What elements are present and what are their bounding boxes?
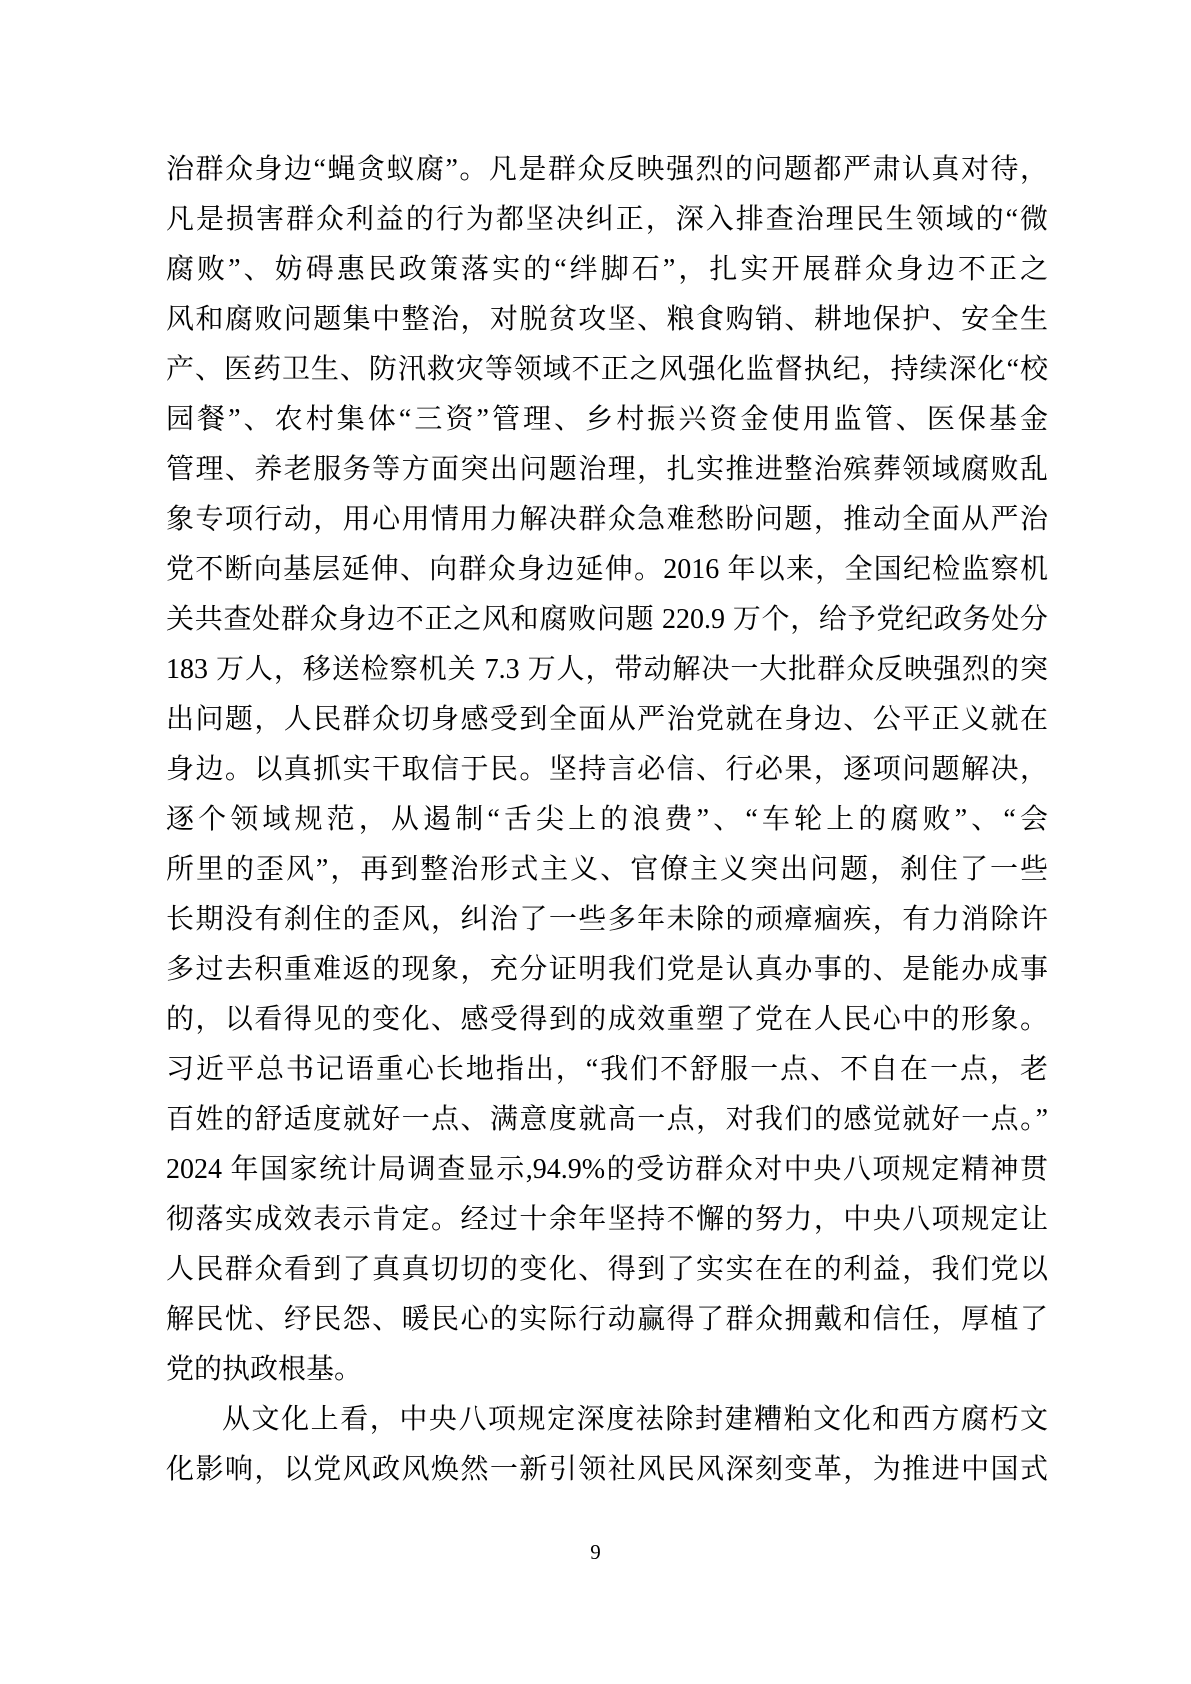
text-line: 百姓的舒适度就好一点、满意度就高一点，对我们的感觉就好一点。” [166, 1104, 1048, 1135]
text-line: 产、医药卫生、防汛救灾等领域不正之风强化监督执纪，持续深化“校 [166, 354, 1048, 385]
text-line-paragraph-start: 从文化上看，中央八项规定深度祛除封建糟粕文化和西方腐朽文 [222, 1404, 1048, 1435]
text-line: 园餐”、农村集体“三资”管理、乡村振兴资金使用监管、医保基金 [166, 404, 1048, 435]
text-line: 出问题，人民群众切身感受到全面从严治党就在身边、公平正义就在 [166, 704, 1048, 735]
text-line-paragraph-end: 党的执政根基。 [166, 1354, 363, 1385]
text-line: 的，以看得见的变化、感受得到的成效重塑了党在人民心中的形象。 [166, 1004, 1048, 1035]
page-number: 9 [590, 1540, 601, 1564]
text-line: 管理、养老服务等方面突出问题治理，扎实推进整治殡葬领域腐败乱 [166, 454, 1048, 485]
text-line: 风和腐败问题集中整治，对脱贫攻坚、粮食购销、耕地保护、安全生 [166, 304, 1048, 335]
text-line: 身边。以真抓实干取信于民。坚持言必信、行必果，逐项问题解决， [166, 754, 1048, 785]
text-line: 多过去积重难返的现象，充分证明我们党是认真办事的、是能办成事 [166, 954, 1048, 985]
text-block [166, 145, 1048, 1495]
text-line: 治群众身边“蝇贪蚁腐”。凡是群众反映强烈的问题都严肃认真对待， [166, 154, 1048, 185]
text-line: 解民忧、纾民怨、暖民心的实际行动赢得了群众拥戴和信任，厚植了 [166, 1304, 1048, 1335]
text-line: 彻落实成效表示肯定。经过十余年坚持不懈的努力，中央八项规定让 [166, 1204, 1048, 1235]
text-line: 关共查处群众身边不正之风和腐败问题 220.9 万个，给予党纪政务处分 [166, 604, 1048, 635]
text-line: 人民群众看到了真真切切的变化、得到了实实在在的利益，我们党以 [166, 1254, 1048, 1285]
text-line: 所里的歪风”，再到整治形式主义、官僚主义突出问题，刹住了一些 [166, 854, 1048, 885]
text-line: 化影响，以党风政风焕然一新引领社风民风深刻变革，为推进中国式 [166, 1454, 1048, 1485]
text-line: 腐败”、妨碍惠民政策落实的“绊脚石”，扎实开展群众身边不正之 [166, 254, 1048, 285]
text-line: 183 万人，移送检察机关 7.3 万人，带动解决一大批群众反映强烈的突 [166, 654, 1048, 685]
text-line: 党不断向基层延伸、向群众身边延伸。2016 年以来，全国纪检监察机 [166, 554, 1048, 585]
text-line: 逐个领域规范，从遏制“舌尖上的浪费”、“车轮上的腐败”、“会 [166, 804, 1048, 835]
text-line: 习近平总书记语重心长地指出，“我们不舒服一点、不自在一点，老 [166, 1054, 1048, 1085]
text-line: 2024 年国家统计局调查显示,94.9%的受访群众对中央八项规定精神贯 [166, 1154, 1048, 1185]
text-line: 长期没有刹住的歪风，纠治了一些多年未除的顽瘴痼疾，有力消除许 [166, 904, 1048, 935]
text-line: 凡是损害群众利益的行为都坚决纠正，深入排查治理民生领域的“微 [166, 204, 1048, 235]
text-line: 象专项行动，用心用情用力解决群众急难愁盼问题，推动全面从严治 [166, 504, 1048, 535]
